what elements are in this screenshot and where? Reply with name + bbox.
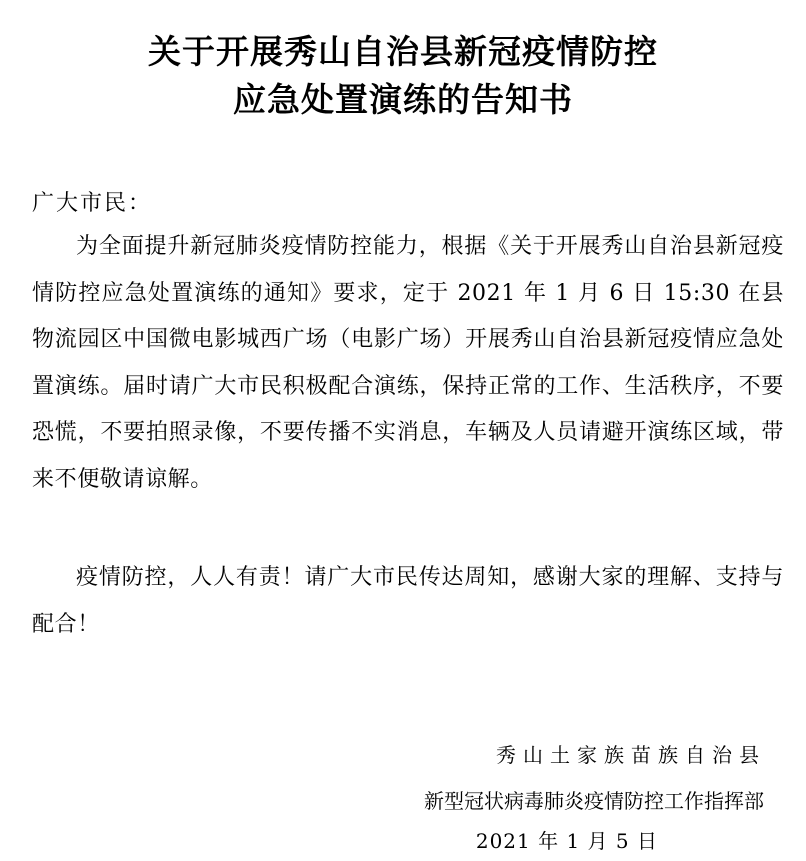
signature-date: 2021 年 1 月 5 日	[475, 829, 658, 853]
salutation: 广大市民：	[32, 191, 153, 216]
signature-organization-line-1: 秀山土家族苗族自治县	[496, 743, 766, 767]
body-paragraph-main: 为全面提升新冠肺炎疫情防控能力，根据《关于开展秀山自治县新冠疫情防控应急处置演练的通知》要求，定于 2021 年 1 月 6 日 15:30 在县物流园区中国微电影城西广场（电影广场）开展秀山自治县新冠疫情应急处置演练。届时请广大市民积极配合演练，保持正常的工作、生活秩序，不要恐慌，不要拍照录像，不要传播不实消息，车辆及人员请避开演练区域，带来不便敬请谅解。	[32, 234, 784, 492]
body-paragraph-closing: 疫情防控，人人有责！请广大市民传达周知，感谢大家的理解、支持与配合！	[32, 565, 784, 637]
signature-organization-line-2: 新型冠状病毒肺炎疫情防控工作指挥部	[424, 789, 764, 813]
document-title-line-2: 应急处置演练的告知书	[233, 80, 573, 119]
document-title-line-1: 关于开展秀山自治县新冠疫情防控	[148, 32, 658, 71]
